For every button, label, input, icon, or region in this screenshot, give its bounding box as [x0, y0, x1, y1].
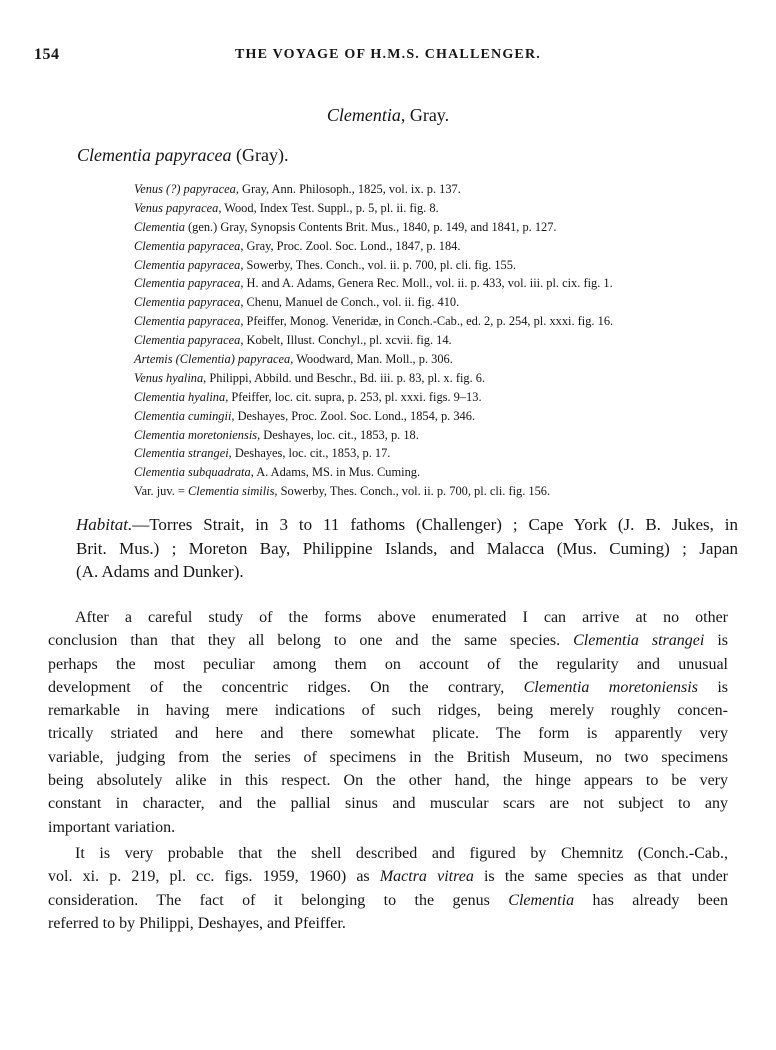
genus-name: Clementia [326, 105, 401, 125]
species-name: Clementia papyracea [77, 145, 232, 165]
synonymy-entry [134, 482, 754, 501]
text-run: being absolutely alike in this respect. On the other hand, the hinge appears to be very [48, 772, 728, 790]
synonymy-taxon-name: Clementia cumingii [134, 408, 232, 423]
synonymy-entry [134, 293, 754, 312]
text-run: remarkable in having mere indications of such ridges, being merely roughly concen- [48, 702, 728, 720]
synonymy-reference: , Gray, Ann. Philosoph., 1825, vol. ix. p. 137. [235, 182, 461, 196]
synonymy-reference: , Sowerby, Thes. Conch., vol. ii. p. 700, pl. cli. fig. 156. [274, 484, 551, 499]
text-run: development of the concentric ridges. On the contrary, [48, 678, 524, 696]
text-run: important variation. [48, 818, 176, 836]
synonymy-taxon-name: Clementia strangei [134, 446, 229, 461]
synonymy-entry [134, 407, 754, 426]
synonymy-reference: , Pfeiffer, loc. cit. supra, p. 253, pl. xxxi. figs. 9–13. [225, 389, 482, 404]
text-line [48, 792, 728, 815]
text-line [48, 769, 728, 792]
synonymy-taxon-name: Clementia papyracea [134, 295, 241, 310]
synonymy-taxon-name: Clementia papyracea [134, 257, 241, 272]
synonymy-entry [134, 463, 754, 482]
synonymy-entry [134, 369, 754, 388]
text-run: referred to by Philippi, Deshayes, and Pfeiffer. [48, 914, 346, 932]
text-line [48, 842, 728, 865]
text-run: perhaps the most peculiar among them on account of the regularity and unusual [48, 655, 728, 673]
synonymy-taxon-name: Clementia subquadrata [134, 465, 251, 480]
synonymy-reference: , Sowerby, Thes. Conch., vol. ii. p. 700, pl. cli. fig. 155. [240, 257, 517, 272]
discussion-paragraph-2 [48, 842, 728, 935]
synonymy-entry [134, 444, 754, 463]
synonymy-prefix: Var. juv. = [134, 484, 189, 499]
text-run: It is very probable that the shell described and figured by Chemnitz (Conch.-Cab., [75, 845, 728, 862]
synonymy-taxon-name: Clementia papyracea [134, 333, 241, 348]
synonymy-reference: , Deshayes, loc. cit., 1853, p. 18. [257, 427, 419, 442]
discussion-paragraph-1 [48, 606, 728, 839]
synonymy-list [134, 180, 754, 501]
text-run: variable, judging from the series of specimens in the British Museum, no two specimens [48, 748, 728, 766]
habitat-paragraph [76, 513, 738, 584]
synonymy-entry [134, 180, 754, 199]
synonymy-entry [134, 350, 754, 369]
text-run: is [704, 632, 728, 650]
text-run: has already been [574, 891, 729, 909]
synonymy-reference: , H. and A. Adams, Genera Rec. Moll., vol. ii. p. 433, vol. iii. pl. cix. fig. 1. [240, 276, 613, 291]
habitat-line: (A. Adams and Dunker). [76, 562, 244, 581]
synonymy-taxon-name: Clementia moretoniensis [134, 427, 258, 442]
synonymy-taxon-name: Clementia papyracea [134, 314, 241, 329]
text-run: consideration. The fact of it belonging to the genus [48, 891, 509, 909]
synonymy-reference: , Kobelt, Illust. Conchyl., pl. xcvii. fig. 14. [240, 333, 452, 348]
synonymy-reference: , Deshayes, Proc. Zool. Soc. Lond., 1854, p. 346. [231, 408, 476, 423]
text-line [48, 746, 728, 769]
synonymy-taxon-name: Clementia similis [188, 484, 275, 499]
habitat-line: Brit. Mus.) ; Moreton Bay, Philippine Islands, and Malacca (Mus. Cuming) ; Japan [76, 538, 738, 558]
synonymy-taxon-name: Clementia [134, 219, 185, 234]
text-line [48, 653, 728, 676]
synonymy-reference: , Deshayes, loc. cit., 1853, p. 17. [228, 446, 391, 461]
synonymy-entry [134, 274, 754, 293]
synonymy-taxon-name: Venus (?) papyracea [134, 182, 236, 196]
genus-heading [0, 105, 776, 126]
synonymy-reference: , Woodward, Man. Moll., p. 306. [290, 352, 453, 367]
page-number: 154 [34, 46, 60, 63]
synonymy-entry [134, 256, 754, 275]
running-head [34, 46, 742, 68]
synonymy-reference: , Pfeiffer, Monog. Veneridæ, in Conch.-Cab., ed. 2, p. 254, pl. xxxi. fig. 16. [240, 314, 614, 329]
synonymy-entry [134, 237, 754, 256]
synonymy-taxon-name: Clementia papyracea [134, 276, 241, 291]
running-title: THE VOYAGE OF H.M.S. CHALLENGER. [235, 47, 541, 62]
text-line [48, 629, 728, 652]
synonymy-entry [134, 388, 754, 407]
italic-taxon-name: Clementia [508, 891, 575, 909]
text-run: trically striated and here and there somewhat plicate. The form is apparently very [48, 725, 728, 743]
text-line [48, 699, 728, 722]
text-line [48, 865, 728, 888]
habitat-line [76, 513, 738, 537]
text-run: is the same species as that under [473, 868, 729, 886]
text-line [48, 816, 728, 839]
synonymy-reference: , Chenu, Manuel de Conch., vol. ii. fig. 410. [240, 295, 460, 310]
italic-taxon-name: Clementia moretoniensis [523, 678, 698, 696]
habitat-text: —Torres Strait, in 3 to 11 fathoms (Challenger) ; Cape York (J. B. Jukes, in [132, 515, 738, 534]
italic-taxon-name: Mactra vitrea [379, 868, 474, 886]
species-heading [77, 145, 288, 166]
synonymy-taxon-name: Venus papyracea [134, 200, 219, 215]
synonymy-entry [134, 426, 754, 445]
species-author: (Gray). [231, 145, 289, 165]
synonymy-reference: , Wood, Index Test. Suppl., p. 5, pl. ii. fig. 8. [218, 200, 439, 215]
synonymy-taxon-name: Clementia hyalina [134, 389, 226, 404]
genus-author: , Gray. [400, 105, 450, 125]
synonymy-entry [134, 312, 754, 331]
synonymy-entry [134, 199, 754, 218]
text-line [48, 912, 728, 935]
synonymy-reference: , Gray, Proc. Zool. Soc. Lond., 1847, p. 184. [240, 238, 461, 253]
italic-taxon-name: Clementia strangei [573, 632, 705, 650]
synonymy-reference: (gen.) Gray, Synopsis Contents Brit. Mus., 1840, p. 149, and 1841, p. 127. [184, 219, 557, 234]
text-run: is [697, 678, 729, 696]
text-run: constant in character, and the pallial sinus and muscular scars are not subject to any [48, 795, 728, 813]
text-line [48, 676, 728, 699]
text-line [48, 722, 728, 745]
text-line [48, 606, 728, 629]
habitat-label: Habitat. [76, 515, 133, 534]
text-run: vol. xi. p. 219, pl. cc. figs. 1959, 1960) as [48, 868, 380, 886]
text-run: conclusion than that they all belong to one and the same species. [48, 632, 574, 650]
synonymy-reference: , Philippi, Abbild. und Beschr., Bd. iii. p. 83, pl. x. fig. 6. [203, 370, 486, 385]
synonymy-entry [134, 218, 754, 237]
text-line [48, 889, 728, 912]
synonymy-entry [134, 331, 754, 350]
text-run: After a careful study of the forms above enumerated I can arrive at no other [75, 609, 728, 626]
synonymy-taxon-name: Clementia papyracea [134, 238, 241, 253]
synonymy-taxon-name: Venus hyalina [134, 370, 204, 385]
synonymy-reference: , A. Adams, MS. in Mus. Cuming. [250, 465, 421, 480]
synonymy-taxon-name: Artemis (Clementia) papyracea [134, 352, 291, 367]
